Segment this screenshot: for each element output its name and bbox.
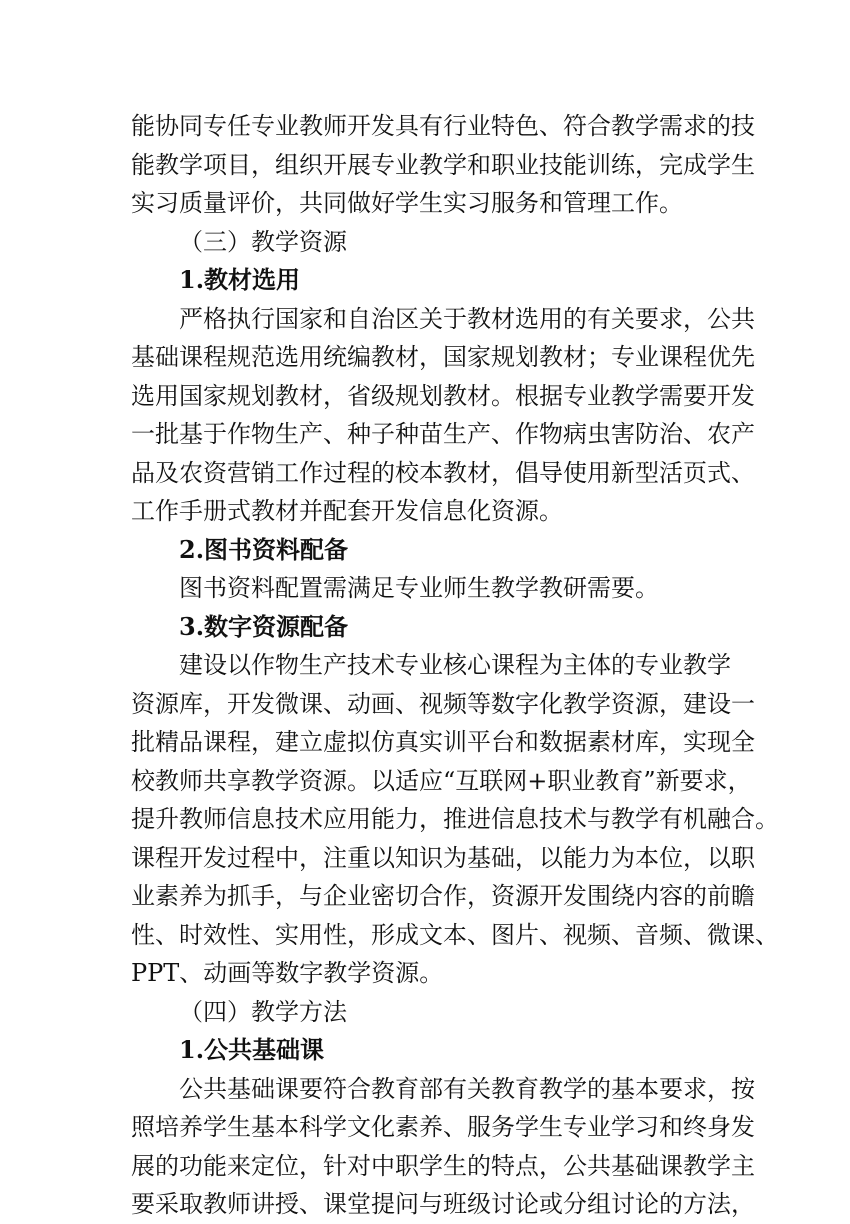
body-paragraph: [131, 107, 755, 223]
subheading-public-basic-courses: [131, 1031, 731, 1070]
text-line: 一批基于作物生产、种子种苗生产、作物病虫害防治、农产: [131, 420, 755, 448]
text-line: 校教师共享教学资源。以适应“互联网+职业教育”新要求，: [131, 766, 752, 795]
section-heading-text: （三）教学资源: [179, 227, 347, 256]
text-line: 实习质量评价，共同做好学生实习服务和管理工作。: [131, 189, 683, 217]
text-line: 批精品课程，建立虚拟仿真实训平台和数据素材库，实现全: [131, 728, 755, 756]
text-line: 课程开发过程中，注重以知识为基础，以能力为本位，以职: [131, 843, 755, 872]
text-line: 照培养学生基本科学文化素养、服务学生专业学习和终身发: [131, 1113, 755, 1141]
subheading-text: 3.数字资源配备: [179, 611, 349, 641]
text-line: 工作手册式教材并配套开发信息化资源。: [131, 497, 563, 525]
section-heading-teaching-methods: [131, 993, 731, 1032]
text-line: 要采取教师讲授、课堂提问与班级讨论或分组讨论的方法，: [131, 1190, 755, 1218]
text-line: 建设以作物生产技术专业核心课程为主体的专业教学: [179, 651, 731, 679]
subheading-text: 1.教材选用: [179, 265, 301, 294]
document-page: [131, 107, 779, 1224]
section-heading-teaching-resources: [131, 223, 731, 262]
subheading-text: 2.图书资料配备: [179, 534, 349, 564]
subheading-digital-resources: [131, 608, 731, 647]
text-line: 资源库，开发微课、动画、视频等数字化教学资源，建设一: [131, 689, 755, 718]
section-heading-text: （四）教学方法: [179, 997, 347, 1026]
text-line: 性、时效性、实用性，形成文本、图片、视频、音频、微课、: [131, 920, 779, 949]
subheading-library-materials: [131, 531, 731, 570]
text-line: 展的功能来定位，针对中职学生的特点，公共基础课教学主: [131, 1151, 755, 1180]
body-paragraph: [131, 646, 779, 993]
text-line: 业素养为抓手，与企业密切合作，资源开发围绕内容的前瞻: [131, 882, 755, 910]
text-line: 基础课程规范选用统编教材，国家规划教材；专业课程优先: [131, 343, 755, 371]
text-line: 提升教师信息技术应用能力，推进信息技术与教学有机融合。: [131, 805, 779, 833]
body-paragraph: [131, 569, 731, 608]
subheading-text: 1.公共基础课: [179, 1035, 325, 1064]
text-line: 图书资料配置需满足专业师生教学教研需要。: [179, 574, 659, 602]
text-line: PPT、动画等数字教学资源。: [131, 959, 444, 987]
text-line: 严格执行国家和自治区关于教材选用的有关要求，公共: [179, 304, 755, 333]
body-paragraph: [131, 300, 755, 531]
subheading-textbook-selection: [131, 261, 731, 300]
text-line: 能协同专任专业教师开发具有行业特色、符合教学需求的技: [131, 112, 755, 140]
body-paragraph: [131, 1070, 755, 1224]
text-line: 选用国家规划教材，省级规划教材。根据专业教学需要开发: [131, 381, 755, 410]
text-line: 公共基础课要符合教育部有关教育教学的基本要求，按: [179, 1074, 755, 1103]
text-line: 能教学项目，组织开展专业教学和职业技能训练，完成学生: [131, 150, 755, 179]
text-line: 品及农资营销工作过程的校本教材，倡导使用新型活页式、: [131, 458, 755, 487]
